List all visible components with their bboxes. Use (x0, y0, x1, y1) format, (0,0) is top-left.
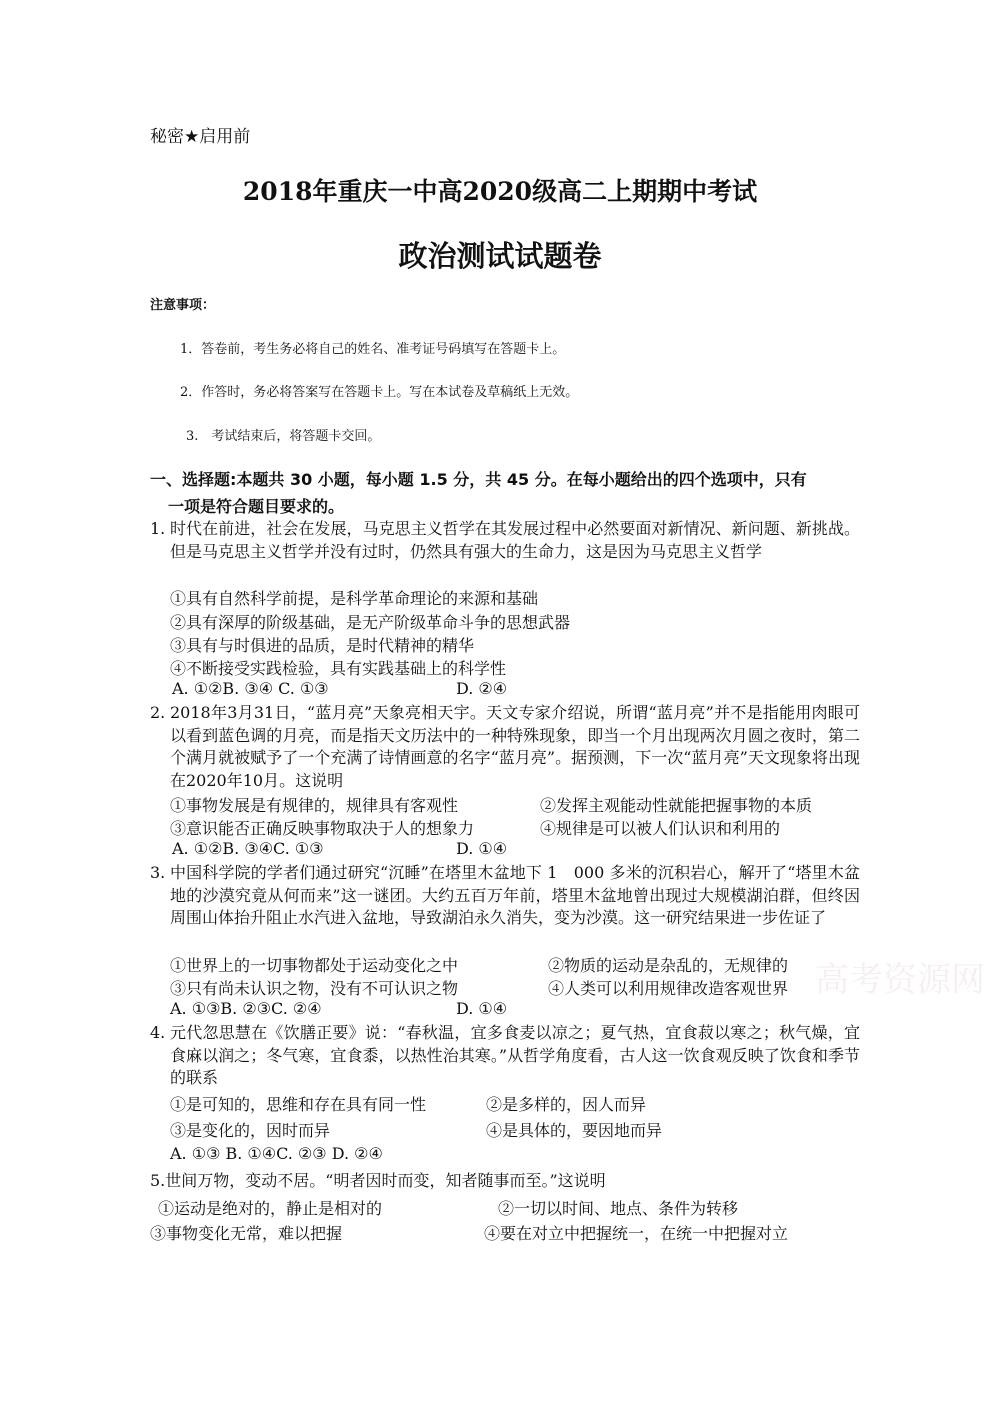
q1-answers-abc: A. ①②B. ③④ C. ①③ (172, 679, 329, 698)
q2-option-2: ②发挥主观能动性就能把握事物的本质 (540, 796, 813, 815)
notice-item-2: 2．作答时，务必将答案写在答题卡上。写在本试卷及草稿纸上无效。 (180, 385, 579, 400)
q4-option-1: ①是可知的，思维和存在具有同一性 (170, 1095, 427, 1114)
q1-option-2: ②具有深厚的阶级基础，是无产阶级革命斗争的思想武器 (170, 613, 571, 632)
question-4-stem (150, 1022, 860, 1090)
section-heading-line-1: 一、选择题:本题共 30 小题，每小题 1.5 分，共 45 分。在每小题给出的四个选项中，只有 (150, 470, 807, 489)
q3-option-3: ③只有尚未认识之物，没有不可认识之物 (170, 979, 459, 998)
q1-option-3: ③具有与时俱进的品质，是时代精神的精华 (170, 636, 475, 655)
question-text: 元代忽思慧在《饮膳正要》说：“春秋温，宜多食麦以凉之；夏气热，宜食菽以寒之；秋气燥，宜食麻以润之；冬气寒，宜食黍，以热性治其寒。”从哲学角度看，古人这一饮食观反映了饮食和季节的联系 (170, 1023, 860, 1087)
q2-answers-abc: A. ①②B. ③④C. ①③ (172, 839, 324, 858)
q5-option-2: ②一切以时间、地点、条件为转移 (498, 1199, 739, 1218)
q2-option-1: ①事物发展是有规律的，规律具有客观性 (170, 796, 459, 815)
q2-answer-d: D. ①④ (456, 839, 508, 858)
question-number: 1. (150, 519, 166, 538)
notice-item-3: 3. 考试结束后，将答题卡交回。 (186, 429, 381, 444)
q5-option-3: ③事物变化无常，难以把握 (150, 1224, 343, 1243)
q4-option-3: ③是变化的，因时而异 (170, 1121, 331, 1140)
question-1-stem (150, 518, 860, 563)
notice-title: 注意事项： (150, 298, 216, 313)
q3-answers-abc: A. ①③B. ②③C. ②④ (170, 999, 322, 1018)
exam-subtitle: 政治测试试题卷 (398, 239, 602, 273)
question-2-stem (150, 702, 860, 792)
question-5-stem (150, 1170, 606, 1193)
question-3-stem (150, 862, 860, 930)
q5-option-4: ④要在对立中把握统一，在统一中把握对立 (484, 1224, 789, 1243)
q4-answers: A. ①③ B. ①④C. ②③ D. ②④ (170, 1144, 383, 1163)
question-text: 2018年3月31日，“蓝月亮”天象亮相天宇。天文专家介绍说，所谓“蓝月亮”并不是指能用肉眼可以看到蓝色调的月亮，而是指天文历法中的一种特殊现象，即当一个月出现两次月圆之夜时，第二个满月就被赋予了一个充满了诗情画意的名字“蓝月亮”。据预测，下一次“蓝月亮”天文现象将出现在2020年10月。这说明 (170, 703, 860, 790)
q1-option-1: ①具有自然科学前提，是科学革命理论的来源和基础 (170, 589, 539, 608)
q4-option-2: ②是多样的，因人而异 (486, 1095, 647, 1114)
q2-option-3: ③意识能否正确反映事物取决于人的想象力 (170, 819, 475, 838)
question-text: 世间万物，变动不居。“明者因时而变，知者随事而至。”这说明 (165, 1171, 606, 1190)
notice-item-1: 1．答卷前，考生务必将自己的姓名、准考证号码填写在答题卡上。 (180, 342, 566, 357)
q5-option-1: ①运动是绝对的，静止是相对的 (158, 1199, 383, 1218)
q4-option-4: ④是具体的，要因地而异 (486, 1121, 663, 1140)
section-heading (150, 466, 870, 520)
exam-title: 2018年重庆一中高2020级高二上期期中考试 (242, 177, 758, 206)
q1-option-4: ④不断接受实践检验，具有实践基础上的科学性 (170, 659, 507, 678)
confidential-label: 秘密★启用前 (150, 127, 251, 147)
question-number: 4. (150, 1023, 166, 1042)
q2-option-4: ④规律是可以被人们认识和利用的 (540, 819, 781, 838)
question-text: 中国科学院的学者们通过研究“沉睡”在塔里木盆地下 1 000 多米的沉积岩心，解开了“塔里木盆地的沙漠究竟从何而来”这一谜团。大约五百万年前，塔里木盆地曾出现过大规模湖泊群，但终因周围山体抬升阻止水汽进入盆地，导致湖泊永久消失，变为沙漠。这一研究结果进一步佐证了 (170, 863, 860, 927)
question-number: 5. (150, 1171, 166, 1190)
q3-option-1: ①世界上的一切事物都处于运动变化之中 (170, 956, 459, 975)
question-text: 时代在前进，社会在发展，马克思主义哲学在其发展过程中必然要面对新情况、新问题、新挑战。但是马克思主义哲学并没有过时，仍然具有强大的生命力，这是因为马克思主义哲学 (170, 519, 860, 561)
section-heading-line-2: 一项是符合题目要求的。 (168, 497, 345, 516)
q1-answer-d: D. ②④ (456, 679, 508, 698)
q3-option-2: ②物质的运动是杂乱的，无规律的 (548, 956, 789, 975)
question-number: 3. (150, 863, 166, 882)
q3-option-4: ④人类可以利用规律改造客观世界 (548, 979, 789, 998)
question-number: 2. (150, 703, 166, 722)
watermark: 高考资源网 (815, 960, 985, 1000)
q3-answer-d: D. ①④ (456, 999, 508, 1018)
